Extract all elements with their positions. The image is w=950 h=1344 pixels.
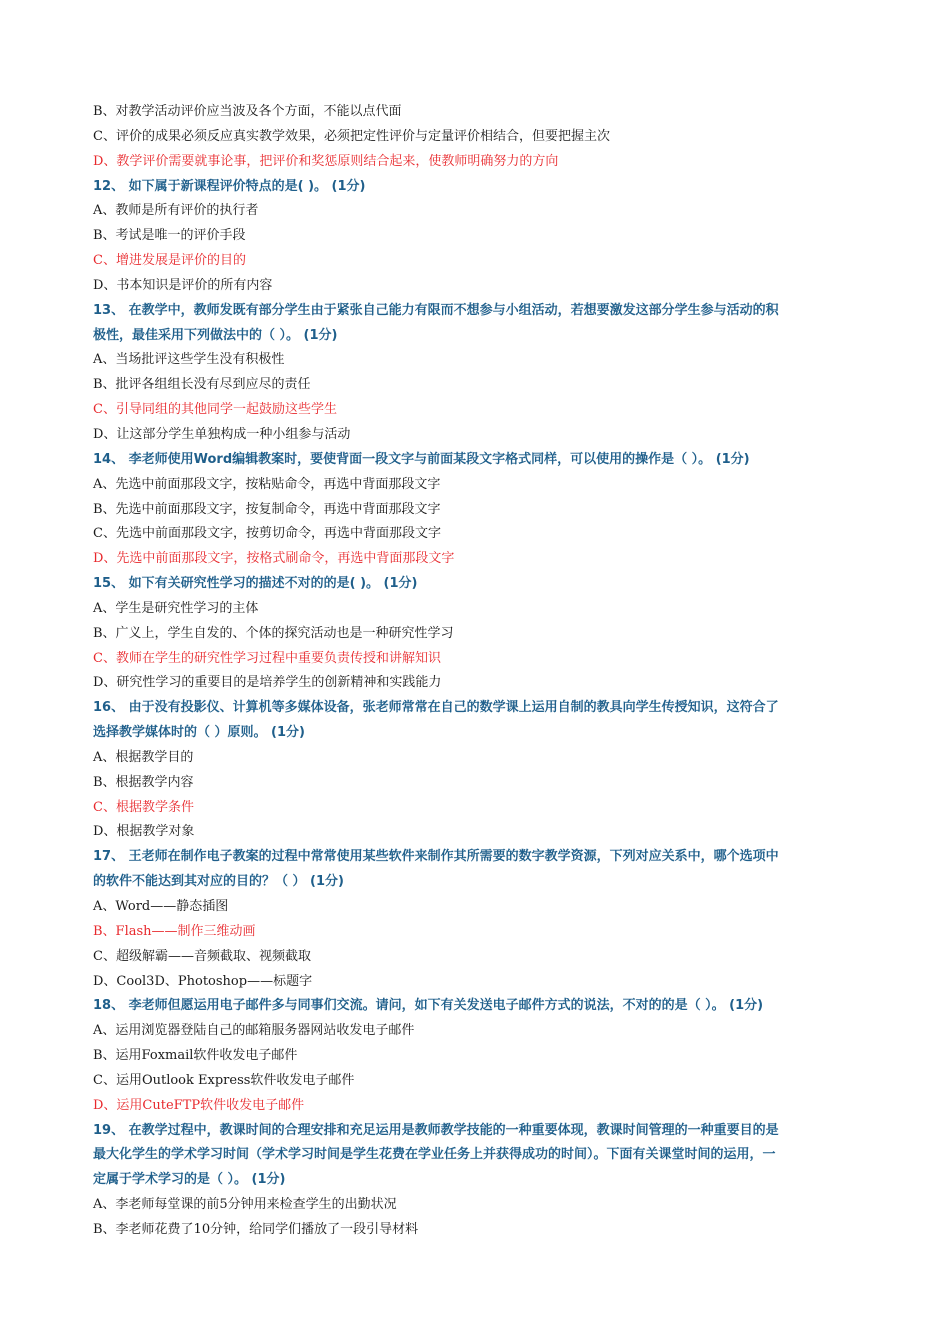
option-line: C、超级解霸——音频截取、视频截取 [93,948,311,964]
option-line: A、当场批评这些学生没有积极性 [93,352,285,368]
question-line: 的软件不能达到其对应的目的？（ ） (1分) [93,874,344,890]
correct-option: B、Flash——制作三维动画 [93,923,256,939]
option-line: B、批评各组组长没有尽到应尽的责任 [93,377,311,393]
question-line: 选择教学媒体时的（ ）原则。 (1分) [93,725,305,741]
question-line: 12、 如下属于新课程评价特点的是( )。 (1分) [93,178,366,194]
question-line: 最大化学生的学术学习时间（学术学习时间是学生花费在学业任务上并获得成功的时间）。下面有关课堂时间的运用，一 [93,1147,776,1163]
question-line: 18、 李老师但愿运用电子邮件多与同事们交流。请问，如下有关发送电子邮件方式的说法，不对的的是（ ）。 (1分) [93,998,764,1014]
option-line: A、教师是所有评价的执行者 [93,203,259,219]
question-line: 16、 由于没有投影仪、计算机等多媒体设备，张老师常常在自己的数学课上运用自制的教具向学生传授知识，这符合了 [93,700,779,716]
option-line: B、根据教学内容 [93,774,194,790]
option-line: A、学生是研究性学习的主体 [93,600,259,616]
option-line: B、运用Foxmail软件收发电子邮件 [93,1048,298,1064]
question-line: 14、 李老师使用Word编辑教案时，要使背面一段文字与前面某段文字格式同样，可以使用的操作是（ ）。 (1分) [93,451,750,467]
option-line: C、先选中前面那段文字，按剪切命令，再选中背面那段文字 [93,526,441,542]
correct-option: C、增进发展是评价的目的 [93,253,246,269]
option-line: A、根据教学目的 [93,749,194,765]
option-line: D、书本知识是评价的所有内容 [93,277,273,293]
correct-option: C、根据教学条件 [93,799,194,815]
option-line: D、让这部分学生单独构成一种小组参与活动 [93,426,351,442]
question-line: 13、 在教学中，教师发既有部分学生由于紧张自己能力有限而不想参与小组活动，若想要激发这部分学生参与活动的积 [93,302,779,318]
option-line: B、广义上，学生自发的、个体的探究活动也是一种研究性学习 [93,625,454,641]
option-line: C、评价的成果必须反应真实教学效果，必须把定性评价与定量评价相结合，但要把握主次 [93,128,610,144]
option-line: A、李老师每堂课的前5分钟用来检查学生的出勤状况 [93,1197,397,1213]
option-line: D、根据教学对象 [93,824,195,840]
question-line: 15、 如下有关研究性学习的描述不对的的是( )。 (1分) [93,576,418,592]
option-line: B、考试是唯一的评价手段 [93,228,246,244]
option-line: A、Word——静态插图 [93,899,229,914]
option-line: B、对教学活动评价应当波及各个方面，不能以点代面 [93,104,402,119]
option-line: C、运用Outlook Express软件收发电子邮件 [93,1072,355,1088]
correct-option: C、引导同组的其他同学一起鼓励这些学生 [93,402,337,418]
option-line: A、运用浏览器登陆自己的邮箱服务器网站收发电子邮件 [93,1023,415,1039]
correct-option: D、先选中前面那段文字，按格式刷命令，再选中背面那段文字 [93,551,455,567]
option-line: B、李老师花费了10分钟，给同学们播放了一段引导材料 [93,1221,419,1237]
correct-option: C、教师在学生的研究性学习过程中重要负责传授和讲解知识 [93,650,441,666]
document-page [93,100,863,1243]
option-line: D、研究性学习的重要目的是培养学生的创新精神和实践能力 [93,675,442,691]
question-line: 17、 王老师在制作电子教案的过程中常常使用某些软件来制作其所需要的数字教学资源，下列对应关系中，哪个选项中 [93,849,779,865]
option-line: B、先选中前面那段文字，按复制命令，再选中背面那段文字 [93,501,441,517]
question-line: 定属于学术学习的是（ ）。 (1分) [93,1172,286,1188]
question-line: 极性，最佳采用下列做法中的（ ）。 (1分) [93,327,338,343]
correct-option: D、教学评价需要就事论事，把评价和奖惩原则结合起来，使教师明确努力的方向 [93,153,559,169]
question-line: 19、 在教学过程中，教课时间的合理安排和充足运用是教师教学技能的一种重要体现，教课时间管理的一种重要目的是 [93,1122,779,1138]
option-line: D、Cool3D、Photoshop——标题字 [93,973,313,989]
correct-option: D、运用CuteFTP软件收发电子邮件 [93,1097,305,1113]
option-line: A、先选中前面那段文字，按粘贴命令，再选中背面那段文字 [93,476,441,492]
